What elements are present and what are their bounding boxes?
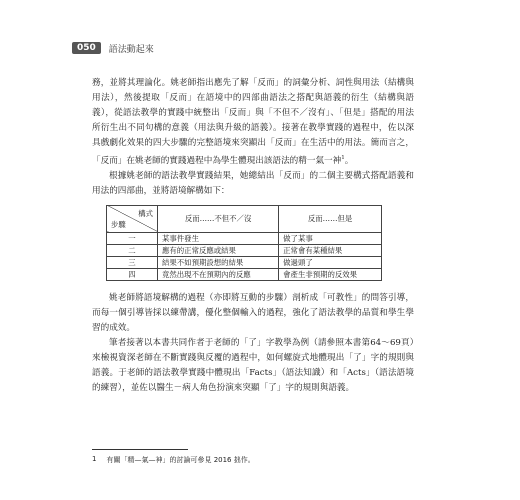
step-cell: 二 bbox=[107, 244, 158, 256]
table-cell: 正常會有某種結果 bbox=[279, 244, 382, 256]
paragraph-1-end: 。 bbox=[344, 155, 354, 166]
paragraph-2: 根據姚老師的語法教學實踐結果，她總結出「反而」的二個主要構式搭配語義和用法的四部曲，並將語境解構如下： bbox=[92, 170, 414, 196]
table-cell: 某事件發生 bbox=[158, 232, 279, 244]
table-row bbox=[107, 232, 382, 244]
table-header-row bbox=[107, 205, 382, 232]
footnote-text: 有關「精—氣—神」的討論可參見 2016 拙作。 bbox=[106, 456, 255, 464]
paragraph-3: 姚老師將語境解構的過程（亦即將互動的步驟）剖析成「可教性」的問答引導，而每一個引導皆採以練帶講，優化整個輸入的過程，強化了語法教學的品質和學生學習的成效。 bbox=[92, 292, 414, 333]
page-body bbox=[92, 76, 414, 396]
footnote bbox=[92, 455, 255, 465]
table-cell: 做過頭了 bbox=[279, 256, 382, 268]
table-corner-cell bbox=[107, 205, 158, 232]
table-row bbox=[107, 256, 382, 268]
corner-label-construction: 構式 bbox=[138, 208, 153, 218]
paragraph-1 bbox=[92, 76, 414, 169]
table-cell: 結果不如預期設想的結果 bbox=[158, 256, 279, 268]
table-header-2: 反而……但是 bbox=[279, 205, 382, 232]
step-cell: 三 bbox=[107, 256, 158, 268]
step-cell: 一 bbox=[107, 232, 158, 244]
table-header-1: 反而……不但不／沒 bbox=[158, 205, 279, 232]
table-cell: 做了某事 bbox=[279, 232, 382, 244]
chapter-title: 語法動起來 bbox=[108, 44, 154, 55]
table-cell: 會產生非預期的反效果 bbox=[279, 268, 382, 280]
footnote-divider bbox=[92, 449, 188, 450]
paragraph-4: 筆者接著以本書共同作者于老師的「了」字教學為例（請參照本書第64～69頁）來檢視資深老師在不斷實踐與反覆的過程中，如何螺旋式地體現出「了」字的規則與語義。于老師的語法教學實踐中體現出「Facts」（語法知識）和「Acts」（語法語境的練習），並佐以醫生－病人角色扮演來突顯「了」字的規則與語義。 bbox=[92, 337, 414, 393]
table-cell: 應有的正常反應或結果 bbox=[158, 244, 279, 256]
page-header bbox=[72, 42, 154, 54]
page-number: 050 bbox=[72, 42, 101, 54]
table-row bbox=[107, 268, 382, 280]
corner-label-step: 步驟 bbox=[111, 219, 126, 229]
paragraph-1-text: 務，並將其理論化。姚老師指出應先了解「反而」的詞彙分析、詞性與用法（結構與用法），然後提取「反而」在語境中的四部曲語法之搭配與語義的衍生（結構與語義），從語法教學的實踐中統整出「反而」與「不但不／沒有」、「但是」搭配的用法所衍生出不同句構的意義（用法與升級的語義）。接著在教學實踐的過程中，佐以深具戲劇化效果的四大步驟的完整語境來突顯出「反而」在生活中的用法。簡而言之，「反而」在姚老師的實踐過程中為學生體現出該語法的精一氣一神 bbox=[92, 78, 414, 166]
footnote-number: 1 bbox=[92, 455, 97, 463]
construction-table bbox=[106, 205, 382, 281]
step-cell: 四 bbox=[107, 268, 158, 280]
table-cell: 竟然出現不在預期內的反應 bbox=[158, 268, 279, 280]
footnote-ref[interactable]: 1 bbox=[341, 155, 345, 161]
table-row bbox=[107, 244, 382, 256]
